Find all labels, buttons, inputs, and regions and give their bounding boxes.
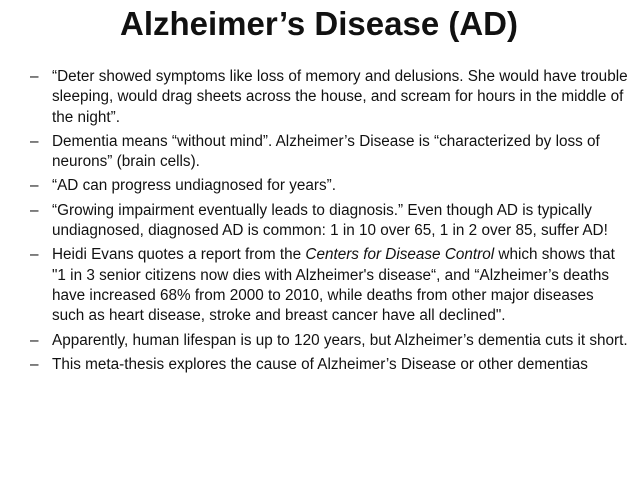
bullet-text-suffix: which shows that "1 in 3 senior citizens now dies with Alzheimer's disease“, and “Alzheimer’s deaths have increased 68% from 2000 to 2010, while deaths from other major diseases such as heart disease, stroke and breast cancer have all declined". <box>52 246 615 325</box>
dash-marker: – <box>30 68 39 85</box>
bullet-item <box>22 201 628 242</box>
bullet-text: “Deter showed symptoms like loss of memory and delusions. She would have trouble sleeping, would drag sheets across the house, and scream for hours in the middle of the night”. <box>52 68 628 126</box>
bullet-list <box>22 67 628 379</box>
bullet-text: This meta-thesis explores the cause of Alzheimer’s Disease or other dementias <box>52 355 588 373</box>
dash-marker: – <box>30 132 39 150</box>
bullet-text: Dementia means “without mind”. Alzheimer’s Disease is “characterized by loss of neurons” (brain cells). <box>52 132 600 171</box>
dash-marker: – <box>30 201 39 219</box>
bullet-item <box>22 331 628 351</box>
dash-marker: – <box>30 331 39 349</box>
dash-marker: – <box>30 177 39 195</box>
bullet-item <box>22 67 628 128</box>
bullet-item <box>22 176 628 196</box>
dash-marker: – <box>30 355 39 373</box>
bullet-text: “Growing impairment eventually leads to diagnosis.” Even though AD is typically undiagnosed, diagnosed AD is common: 1 in 10 over 65, 1 in 2 over 85, suffer AD! <box>52 201 608 240</box>
bullet-item <box>22 355 628 375</box>
bullet-text: “AD can progress undiagnosed for years”. <box>52 177 336 195</box>
dash-marker: – <box>30 246 39 264</box>
bullet-item <box>22 245 628 326</box>
bullet-text-prefix: Heidi Evans quotes a report from the <box>52 246 306 264</box>
bullet-item <box>22 132 628 173</box>
bullet-text: Apparently, human lifespan is up to 120 years, but Alzheimer’s dementia cuts it short. <box>52 331 628 349</box>
slide-title: Alzheimer’s Disease (AD) <box>120 5 518 42</box>
cdc-citation: Centers for Disease Control <box>305 246 495 264</box>
